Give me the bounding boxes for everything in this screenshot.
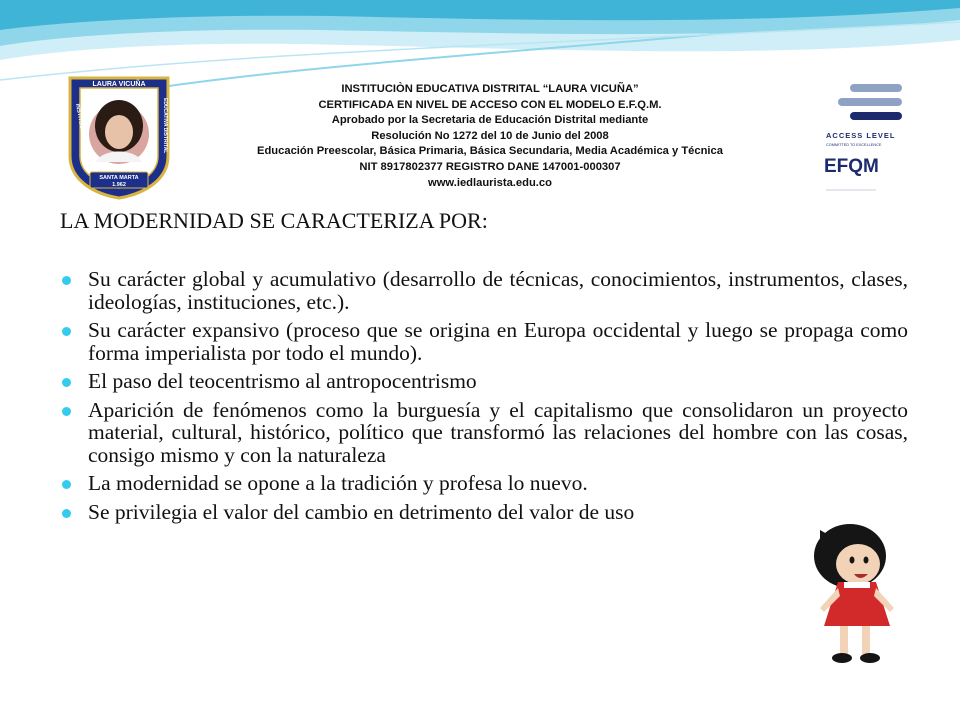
header-line-4: Resolución No 1272 del 10 de Junio del 2008	[371, 129, 609, 142]
bullet-item	[60, 501, 908, 524]
crest-portrait-face	[105, 115, 133, 149]
crest-ribbon-line1: SANTA MARTA	[99, 175, 139, 181]
bullet-item	[60, 268, 908, 313]
bullet-item	[60, 472, 908, 495]
girl-face	[836, 544, 880, 584]
efqm-bar-1	[850, 84, 902, 92]
header-line-2: CERTIFICADA EN NIVEL DE ACCESO CON EL MODELO E.F.Q.M.	[318, 98, 662, 111]
bullet-list	[60, 268, 908, 529]
header-line-3: Aprobado por la Secretaria de Educación Distrital mediante	[331, 114, 649, 127]
girl-dress	[824, 582, 890, 626]
bullet-dot-icon	[62, 509, 71, 518]
efqm-bar-2	[838, 98, 902, 106]
girl-shoe-left	[832, 653, 852, 663]
header-line-6: NIT 8917802377 REGISTRO DANE 147001-000307	[359, 160, 621, 173]
bullet-text: Su carácter expansivo (proceso que se origina en Europa occidental y luego se propaga como forma imperialista por todo el mundo).	[88, 318, 908, 365]
cartoon-girl-icon	[800, 516, 908, 666]
efqm-logo-icon	[816, 76, 908, 206]
bullet-text: El paso del teocentrismo al antropocentrismo	[88, 369, 477, 393]
bullet-dot-icon	[62, 327, 71, 336]
bullet-dot-icon	[62, 276, 71, 285]
bullet-text: La modernidad se opone a la tradición y profesa lo nuevo.	[88, 471, 588, 495]
crest-right-text: EDUCATIVA DISTRITAL	[162, 98, 168, 154]
crest-ribbon-line2: 1.962	[112, 182, 126, 188]
efqm-bar-3	[850, 112, 902, 120]
girl-shoe-right	[860, 653, 880, 663]
bullet-dot-icon	[62, 407, 71, 416]
girl-leg-left	[840, 626, 848, 654]
girl-leg-right	[862, 626, 870, 654]
institution-header	[200, 82, 780, 191]
efqm-tagline: COMMITTED TO EXCELLENCE	[826, 143, 882, 147]
bullet-item	[60, 399, 908, 467]
crest-top-text: LAURA VICUÑA	[92, 81, 146, 88]
bullet-item	[60, 319, 908, 364]
institution-crest-icon	[64, 76, 174, 200]
bullet-dot-icon	[62, 480, 71, 489]
bullet-item	[60, 370, 908, 393]
efqm-brand: EFQM	[824, 156, 879, 177]
girl-eye-left	[850, 557, 855, 564]
header-line-1: INSTITUCIÒN EDUCATIVA DISTRITAL “LAURA VICUÑA”	[341, 83, 639, 95]
slide-title: LA MODERNIDAD SE CARACTERIZA POR:	[60, 208, 488, 233]
header-line-5: Educación Preescolar, Básica Primaria, Básica Secundaria, Media Académica y Técnica	[257, 145, 723, 158]
girl-collar	[844, 582, 870, 588]
efqm-level-label: ACCESS LEVEL	[826, 131, 896, 140]
girl-eye-right	[864, 557, 869, 564]
bullet-text: Su carácter global y acumulativo (desarrollo de técnicas, conocimientos, instrumentos, clases, ideologías, instituciones, etc.).	[88, 267, 908, 314]
bullet-text: Aparición de fenómenos como la burguesía y el capitalismo que consolidaron un proyecto material, cultural, histórico, político que transformó las relaciones del hombre con las cosas, consigo mismo y con la naturaleza	[88, 397, 908, 467]
crest-left-text: INSTITUCION	[74, 103, 87, 139]
bullet-text: Se privilegia el valor del cambio en detrimento del valor de uso	[88, 499, 635, 524]
header-line-7: www.iedlaurista.edu.co	[428, 176, 552, 189]
bullet-dot-icon	[62, 378, 71, 387]
